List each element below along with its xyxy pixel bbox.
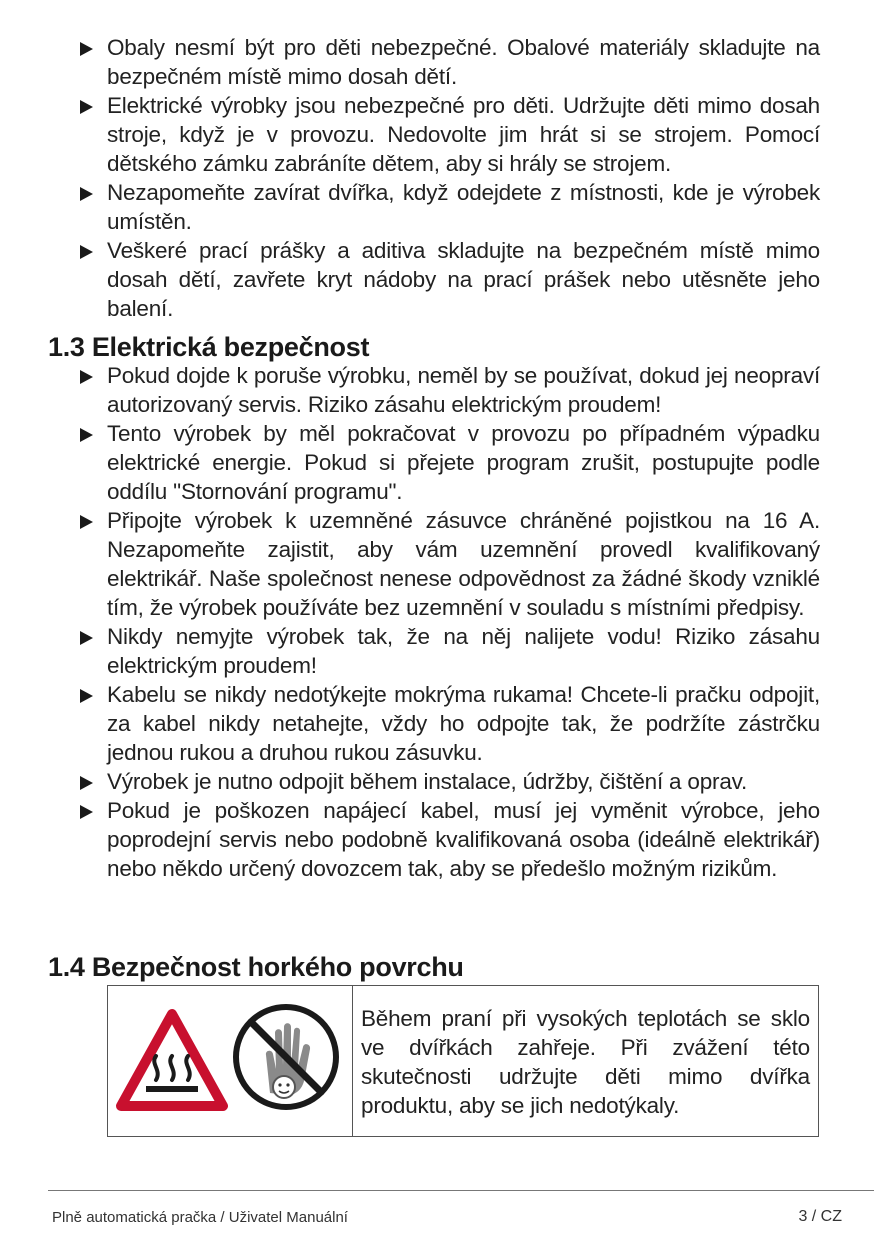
list-item <box>0 767 820 796</box>
bullet-text: Kabelu se nikdy nedotýkejte mokrýma rukama! Chcete-li pračku odpojit, za kabel nikdy netahejte, vždy ho odpojte tak, že podržíte zástrčku jednou rukou a druhou rukou zásuvku. <box>107 682 820 765</box>
intro-bullet-list <box>0 33 820 323</box>
bullet-triangle-icon <box>80 689 93 703</box>
list-item <box>0 796 820 883</box>
hot-surface-warning-icon <box>116 1008 228 1114</box>
list-item <box>0 506 820 622</box>
warning-icons-cell <box>108 986 353 1136</box>
bullet-text: Elektrické výrobky jsou nebezpečné pro děti. Udržujte děti mimo dosah stroje, když je v provozu. Nedovolte jim hrát si se strojem. Pomocí dětského zámku zabráníte dětem, aby si hrály se strojem. <box>107 93 820 176</box>
footer-divider <box>48 1190 874 1191</box>
hot-surface-warning-text: Během praní při vysokých teplotách se sklo ve dvířkách zahřeje. Při zvážení této skutečnosti udržujte děti mimo dvířka produktu, aby se jich nedotýkaly. <box>361 1006 810 1118</box>
section-heading-hot-surface: 1.4 Bezpečnost horkého povrchu <box>48 952 464 982</box>
list-item <box>0 91 820 178</box>
section-heading-electrical-safety: 1.3 Elektrická bezpečnost <box>48 332 370 362</box>
bullet-text: Připojte výrobek k uzemněné zásuvce chráněné pojistkou na 16 A. Nezapomeňte zajistit, aby vám uzemnění provedl kvalifikovaný elektrikář. Naše společnost nenese odpovědnost za žádné škody vzniklé tím, že výrobek používáte bez uzemnění v souladu s místními předpisy. <box>107 508 820 620</box>
bullet-text: Nikdy nemyjte výrobek tak, že na něj nalijete vodu! Riziko zásahu elektrickým proudem! <box>107 624 820 678</box>
list-item <box>0 680 820 767</box>
bullet-text: Pokud dojde k poruše výrobku, neměl by se používat, dokud jej neopraví autorizovaný servis. Riziko zásahu elektrickým proudem! <box>107 363 820 417</box>
bullet-triangle-icon <box>80 515 93 529</box>
list-item <box>0 33 820 91</box>
bullet-triangle-icon <box>80 370 93 384</box>
bullet-triangle-icon <box>80 805 93 819</box>
bullet-triangle-icon <box>80 428 93 442</box>
bullet-triangle-icon <box>80 42 93 56</box>
electrical-safety-bullet-list <box>0 361 820 883</box>
bullet-text: Nezapomeňte zavírat dvířka, když odejdete z místnosti, kde je výrobek umístěn. <box>107 180 820 234</box>
hot-surface-warning-table <box>107 985 819 1137</box>
bullet-triangle-icon <box>80 776 93 790</box>
footer-page-number: 3 / CZ <box>798 1208 842 1225</box>
list-item <box>0 419 820 506</box>
bullet-triangle-icon <box>80 187 93 201</box>
do-not-touch-icon <box>232 1003 340 1111</box>
bullet-triangle-icon <box>80 631 93 645</box>
bullet-text: Výrobek je nutno odpojit během instalace, údržby, čištění a oprav. <box>107 769 748 794</box>
bullet-text: Tento výrobek by měl pokračovat v provozu po případném výpadku elektrické energie. Pokud si přejete program zrušit, postupujte podle oddílu "Stornování programu". <box>107 421 820 504</box>
list-item <box>0 622 820 680</box>
bullet-text: Pokud je poškozen napájecí kabel, musí jej vyměnit výrobce, jeho poprodejní servis nebo podobně kvalifikovaná osoba (ideálně elektrikář) nebo někdo určený dovozcem tak, aby se předešlo možným rizikům. <box>107 798 820 881</box>
bullet-triangle-icon <box>80 245 93 259</box>
list-item <box>0 361 820 419</box>
footer-document-title: Plně automatická pračka / Uživatel Manuální <box>52 1209 348 1226</box>
bullet-text: Obaly nesmí být pro děti nebezpečné. Obalové materiály skladujte na bezpečném místě mimo dosah dětí. <box>107 35 820 89</box>
bullet-text: Veškeré prací prášky a aditiva skladujte na bezpečném místě mimo dosah dětí, zavřete kryt nádoby na prací prášek nebo utěsněte jeho balení. <box>107 238 820 321</box>
list-item <box>0 178 820 236</box>
list-item <box>0 236 820 323</box>
bullet-triangle-icon <box>80 100 93 114</box>
